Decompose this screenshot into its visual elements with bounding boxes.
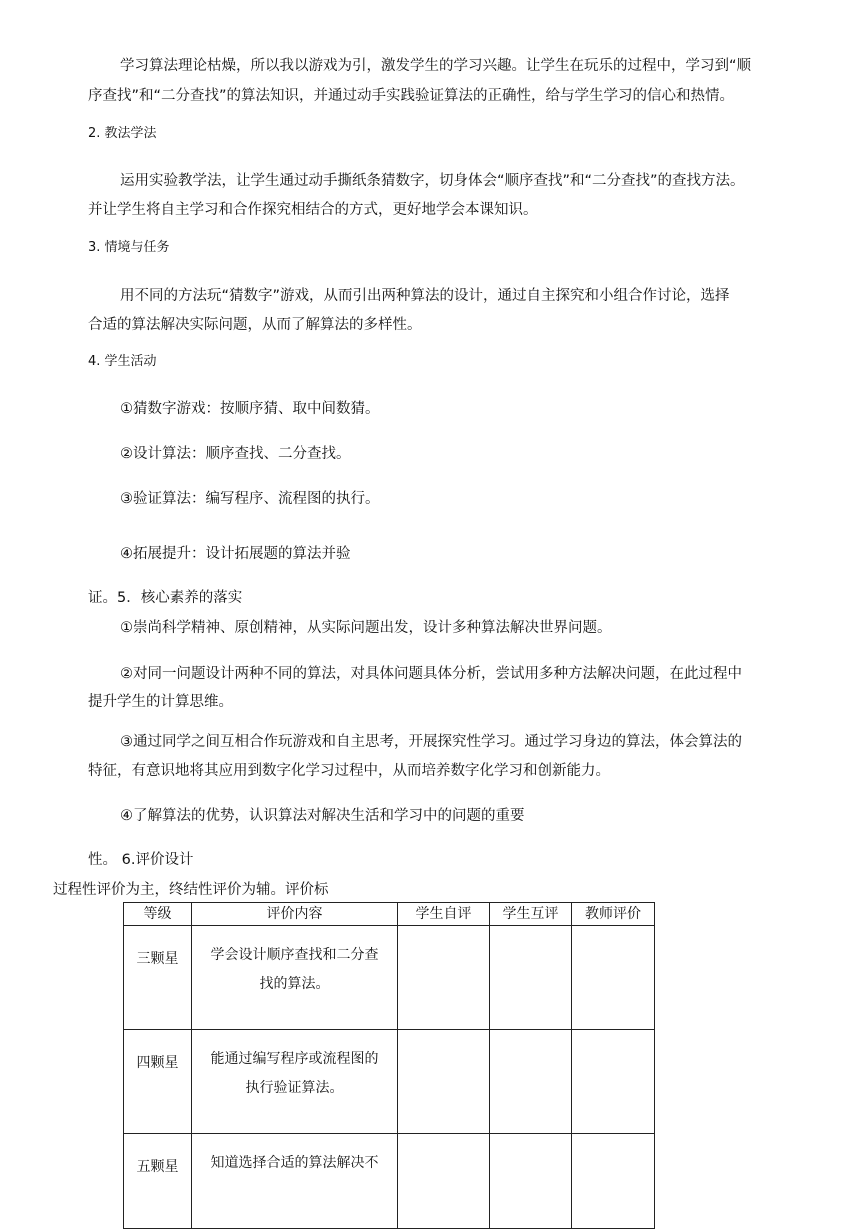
content-line: 学会设计顺序查找和二分查 <box>210 947 379 963</box>
literacy-point-3-line-1: ③通过同学之间互相合作玩游戏和自主思考，开展探究性学习。通过学习身边的算法，体会算法的 <box>120 734 742 750</box>
section-3-line-1: 用不同的方法玩“猜数字”游戏，从而引出两种算法的设计，通过自主探究和小组合作讨论，选择 <box>120 288 730 304</box>
literacy-point-4: ④了解算法的优势，认识算法对解决生活和学习中的问题的重要 <box>120 808 525 824</box>
intro-line-2: 序查找”和“二分查找”的算法知识，并通过动手实践验证算法的正确性，给与学生学习的信心和热情。 <box>88 88 735 104</box>
self-eval-cell <box>398 1030 490 1134</box>
table-row <box>124 1134 655 1229</box>
activity-item-1: ①猜数字游戏：按顺序猜、取中间数猜。 <box>120 401 380 417</box>
teacher-eval-cell <box>572 1134 655 1229</box>
teacher-eval-cell <box>572 1030 655 1134</box>
evaluation-intro: 过程性评价为主，终结性评价为辅。评价标 <box>53 882 329 898</box>
content-line: 知道选择合适的算法解决不 <box>210 1155 379 1171</box>
peer-eval-cell <box>490 926 572 1030</box>
level-cell: 三颗星 <box>124 926 192 1030</box>
self-eval-cell <box>398 926 490 1030</box>
content-line: 找的算法。 <box>259 976 330 992</box>
header-peer-eval: 学生互评 <box>490 903 572 926</box>
content-line: 能通过编写程序或流程图的 <box>210 1051 379 1067</box>
activity-item-4: ④拓展提升：设计拓展题的算法并验 <box>120 546 351 562</box>
content-line: 执行验证算法。 <box>245 1080 344 1096</box>
literacy-point-2-line-1: ②对同一问题设计两种不同的算法，对具体问题具体分析，尝试用多种方法解决问题，在此过程中 <box>120 666 742 682</box>
evaluation-table <box>123 902 655 1229</box>
self-eval-cell <box>398 1134 490 1229</box>
section-3-line-2: 合适的算法解决实际问题，从而了解算法的多样性。 <box>88 317 422 333</box>
header-content: 评价内容 <box>192 903 398 926</box>
teacher-eval-cell <box>572 926 655 1030</box>
header-self-eval: 学生自评 <box>398 903 490 926</box>
level-cell: 四颗星 <box>124 1030 192 1134</box>
content-cell <box>192 1030 398 1134</box>
table-row <box>124 1030 655 1134</box>
content-cell <box>192 1134 398 1229</box>
peer-eval-cell <box>490 1030 572 1134</box>
header-teacher-eval: 教师评价 <box>572 903 655 926</box>
header-level: 等级 <box>124 903 192 926</box>
activity-item-3: ③验证算法：编写程序、流程图的执行。 <box>120 491 380 507</box>
section-4-heading: 4. 学生活动 <box>88 354 157 369</box>
section-2-heading: 2. 教法学法 <box>88 126 157 141</box>
section-5-heading: 证。5．核心素养的落实 <box>88 590 243 606</box>
content-cell <box>192 926 398 1030</box>
activity-item-2: ②设计算法：顺序查找、二分查找。 <box>120 446 351 462</box>
intro-line-1: 学习算法理论枯燥，所以我以游戏为引，激发学生的学习兴趣。让学生在玩乐的过程中，学习到“顺 <box>120 58 752 74</box>
section-6-heading: 性。 6.评价设计 <box>88 852 194 868</box>
peer-eval-cell <box>490 1134 572 1229</box>
table-header-row <box>124 903 655 926</box>
literacy-point-2-line-2: 提升学生的计算思维。 <box>88 694 233 710</box>
section-3-heading: 3. 情境与任务 <box>88 240 170 255</box>
section-2-line-1: 运用实验教学法，让学生通过动手撕纸条猜数字，切身体会“顺序查找”和“二分查找”的查找方法。 <box>120 173 745 189</box>
table-row <box>124 926 655 1030</box>
level-cell: 五颗星 <box>124 1134 192 1229</box>
section-2-line-2: 并让学生将自主学习和合作探究相结合的方式，更好地学会本课知识。 <box>88 202 538 218</box>
literacy-point-1: ①崇尚科学精神、原创精神，从实际问题出发，设计多种算法解决世界问题。 <box>120 620 612 636</box>
literacy-point-3-line-2: 特征，有意识地将其应用到数字化学习过程中，从而培养数字化学习和创新能力。 <box>88 763 610 779</box>
